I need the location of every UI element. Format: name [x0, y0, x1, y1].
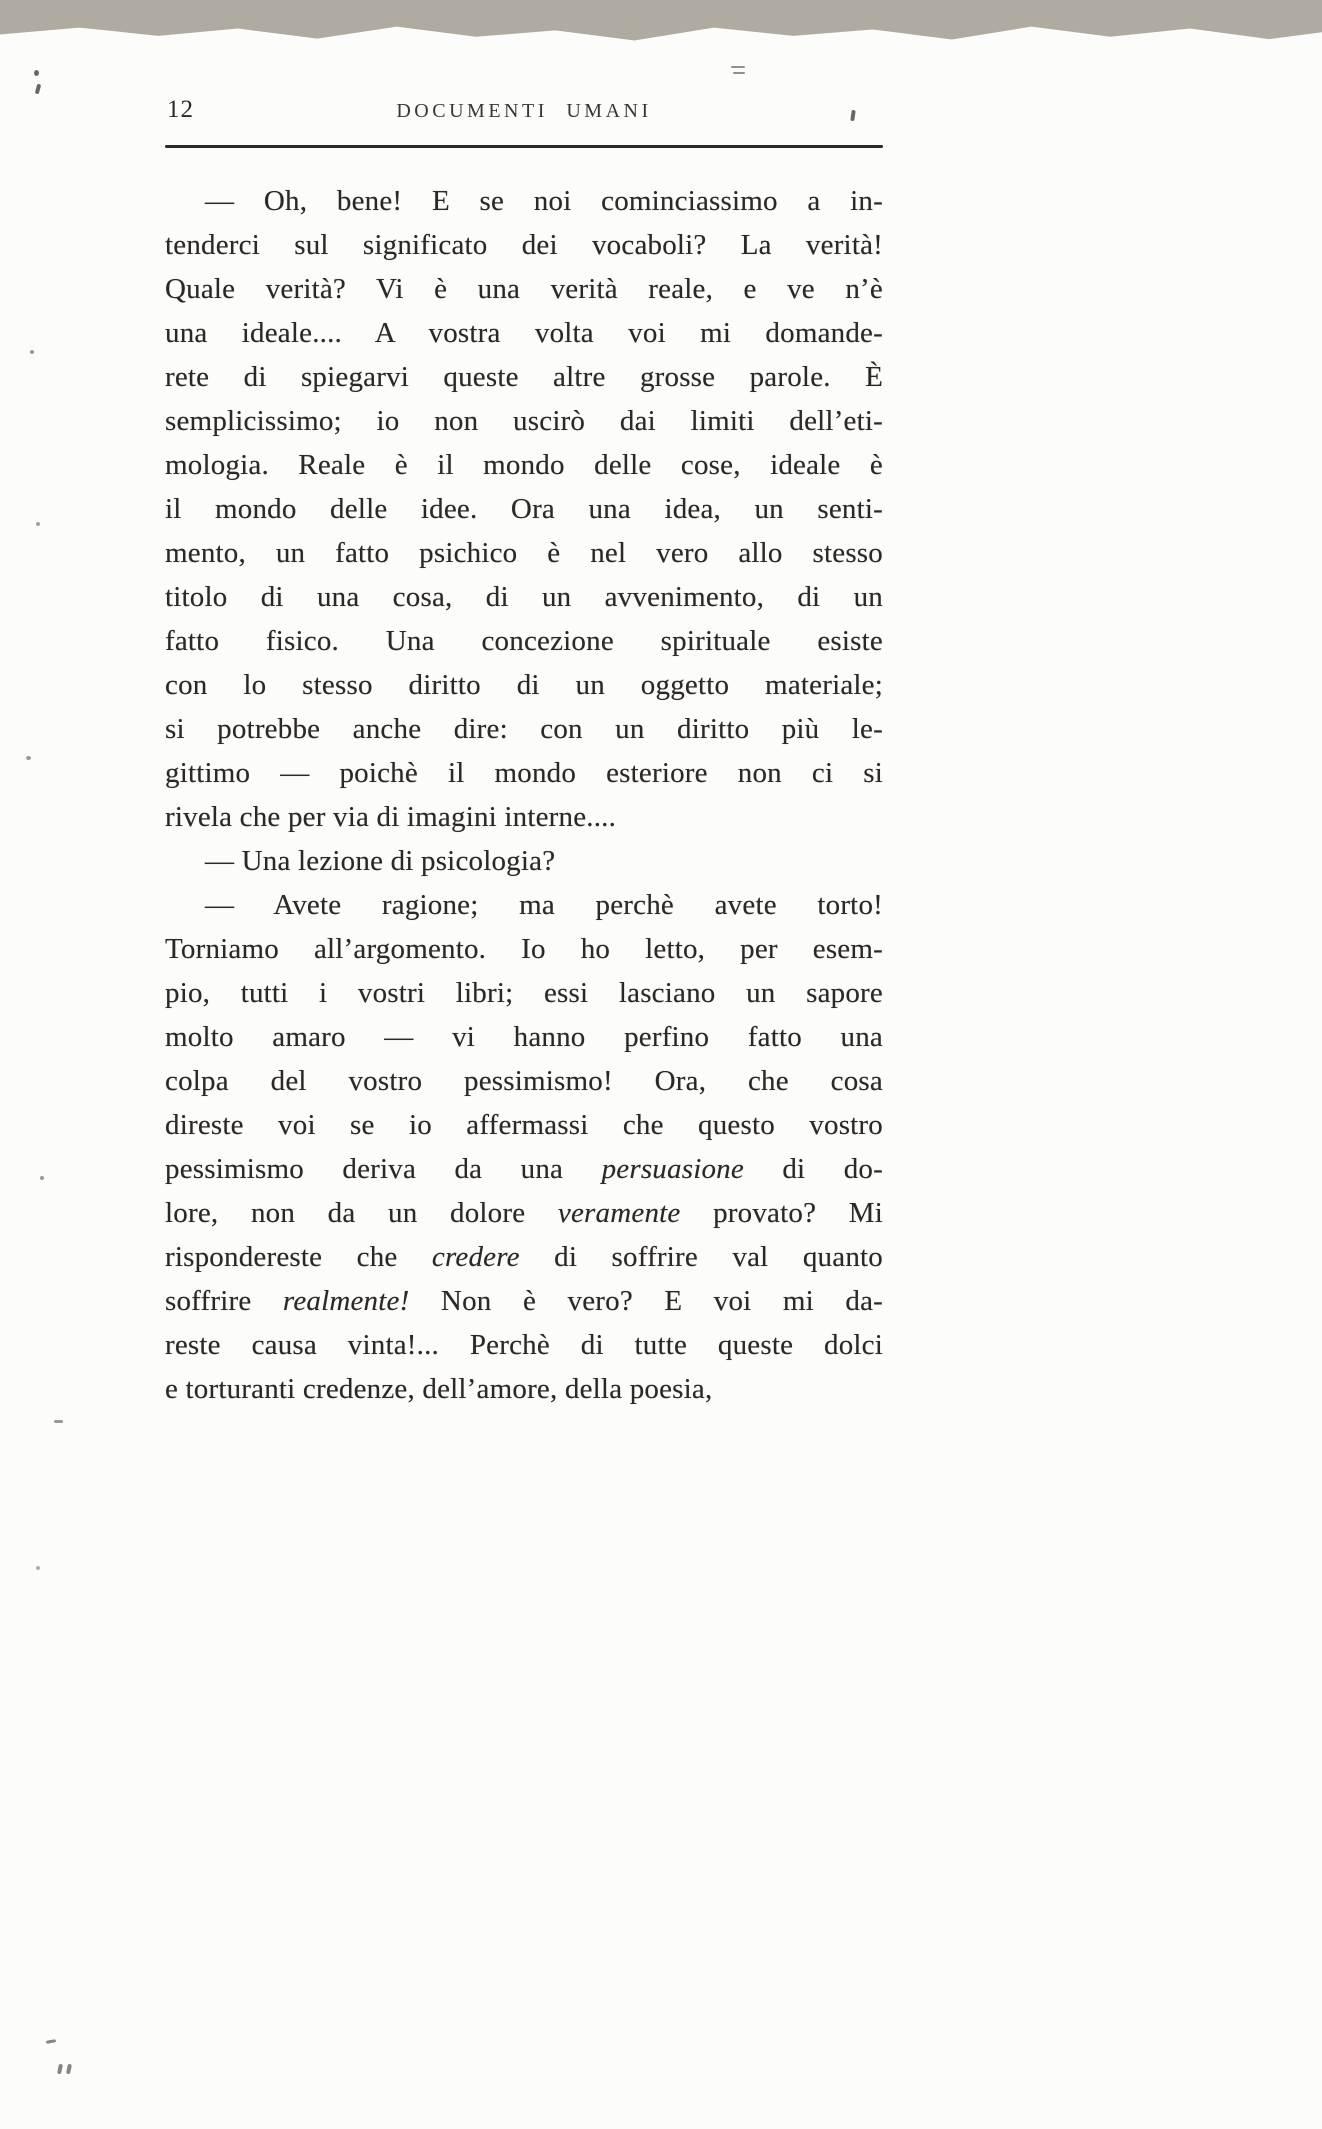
text-segment: tenderci sul significato dei vocaboli? La verità!	[165, 229, 883, 261]
text-segment: di do-	[743, 1153, 883, 1185]
italic-text: veramente	[557, 1197, 681, 1229]
text-line	[165, 179, 883, 223]
scan-speck	[35, 84, 41, 95]
scan-speck	[36, 1566, 40, 1570]
text-line	[165, 883, 883, 927]
text-segment: lore, non da un dolore	[165, 1197, 558, 1229]
italic-text: credere	[431, 1241, 520, 1273]
text-line	[165, 751, 883, 795]
text-line	[165, 1103, 883, 1147]
text-segment: — Una lezione di psicologia?	[205, 845, 556, 877]
text-block	[165, 179, 883, 1411]
scan-speck	[57, 2064, 63, 2075]
text-line	[165, 1279, 883, 1323]
text-segment: si potrebbe anche dire: con un diritto più le-	[165, 713, 883, 745]
text-segment: semplicissimo; io non uscirò dai limiti dell’eti-	[165, 405, 883, 437]
text-segment: rispondereste che	[165, 1241, 432, 1273]
italic-text: realmente!	[282, 1285, 410, 1317]
text-segment: e torturanti credenze, dell’amore, della poesia,	[165, 1373, 713, 1405]
scan-speck	[40, 1176, 44, 1180]
text-line	[165, 971, 883, 1015]
scan-speck	[46, 2039, 56, 2044]
text-line	[165, 1367, 883, 1411]
text-segment: mologia. Reale è il mondo delle cose, ideale è	[165, 449, 883, 481]
text-line	[165, 663, 883, 707]
text-segment: direste voi se io affermassi che questo vostro	[165, 1109, 883, 1141]
text-segment: il mondo delle idee. Ora una idea, un senti-	[165, 493, 883, 525]
text-segment: mento, un fatto psichico è nel vero allo stesso	[165, 537, 883, 569]
text-line	[165, 1147, 883, 1191]
text-line	[165, 927, 883, 971]
text-line	[165, 223, 883, 267]
text-segment: reste causa vinta!... Perchè di tutte queste dolci	[165, 1329, 883, 1361]
page-header	[165, 96, 883, 128]
scan-speck	[30, 350, 34, 354]
text-segment: Non è vero? E voi mi da-	[409, 1285, 883, 1317]
text-segment: — Avete ragione; ma perchè avete torto!	[205, 889, 883, 921]
text-line	[165, 1015, 883, 1059]
text-segment: gittimo — poichè il mondo esteriore non ci si	[165, 757, 883, 789]
text-segment: di soffrire val quanto	[519, 1241, 883, 1273]
text-segment: rivela che per via di imagini interne....	[165, 801, 617, 833]
text-segment: provato? Mi	[680, 1197, 883, 1229]
scan-speck	[36, 522, 40, 526]
scan-speck	[731, 66, 745, 68]
text-line	[165, 575, 883, 619]
text-segment: fatto fisico. Una concezione spirituale esiste	[165, 625, 883, 657]
text-segment: con lo stesso diritto di un oggetto materiale;	[165, 669, 883, 701]
text-line	[165, 795, 883, 839]
text-segment: Quale verità? Vi è una verità reale, e ve n’è	[165, 273, 883, 305]
text-segment: pessimismo deriva da una	[165, 1153, 602, 1185]
text-line	[165, 267, 883, 311]
text-segment: pio, tutti i vostri libri; essi lasciano un sapore	[165, 977, 883, 1009]
header-rule	[165, 145, 883, 148]
text-line	[165, 355, 883, 399]
text-segment: colpa del vostro pessimismo! Ora, che cosa	[165, 1065, 883, 1097]
text-segment: titolo di una cosa, di un avvenimento, di un	[165, 581, 883, 613]
text-segment: rete di spiegarvi queste altre grosse parole. È	[165, 361, 883, 393]
text-segment: soffrire	[165, 1285, 283, 1317]
text-line	[165, 1059, 883, 1103]
scan-speck	[26, 756, 31, 760]
scan-speck	[66, 2064, 72, 2075]
text-line	[165, 311, 883, 355]
text-line	[165, 1323, 883, 1367]
italic-text: persuasione	[601, 1153, 744, 1185]
page-number: 12	[167, 96, 194, 123]
text-line	[165, 531, 883, 575]
text-segment: — Oh, bene! E se noi cominciassimo a in-	[205, 185, 883, 217]
text-line	[165, 1191, 883, 1235]
text-segment: Torniamo all’argomento. Io ho letto, per esem-	[165, 933, 883, 965]
scan-edge-texture	[0, 0, 1322, 46]
page-content	[165, 96, 883, 1411]
running-title: DOCUMENTI UMANI	[396, 100, 652, 122]
text-line	[165, 839, 883, 883]
text-line	[165, 1235, 883, 1279]
scan-speck	[34, 70, 39, 76]
text-line	[165, 443, 883, 487]
text-line	[165, 619, 883, 663]
text-line	[165, 707, 883, 751]
text-segment: una ideale.... A vostra volta voi mi domande-	[165, 317, 883, 349]
scan-speck	[733, 72, 745, 74]
text-line	[165, 399, 883, 443]
text-segment: molto amaro — vi hanno perfino fatto una	[165, 1021, 883, 1053]
scan-speck	[54, 1420, 63, 1423]
text-line	[165, 487, 883, 531]
